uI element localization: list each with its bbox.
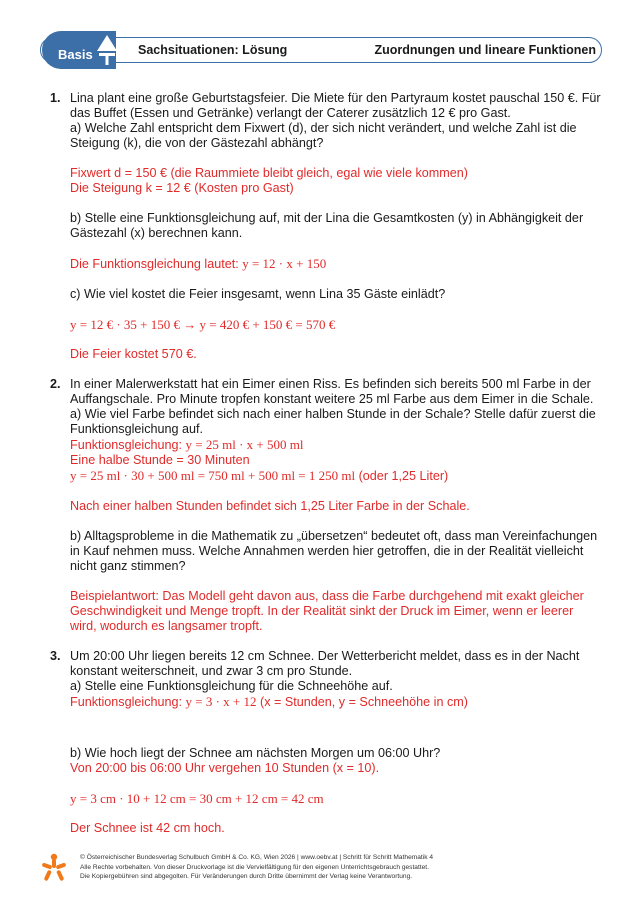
answer-fixed-value: Fixwert d = 150 € (die Raummiete bleibt gleich, egal wie viele kommen) [70, 166, 468, 180]
question-a: a) Welche Zahl entspricht dem Fixwert (d), der sich nicht verändert, und welche Zahl ist die Steigung (k), die von der Gästezahl abhängt? [70, 121, 577, 150]
question-c: c) Wie viel kostet die Feier insgesamt, wenn Lina 35 Gäste einlädt? [70, 287, 446, 301]
answer-equation: Funktionsgleichung: y = 3 · x + 12 (x = Stunden, y = Schneehöhe in cm) [70, 694, 468, 709]
task-number: 1. [50, 91, 61, 105]
answer-conversion: Eine halbe Stunde = 30 Minuten [70, 453, 250, 467]
task-number: 3. [50, 649, 61, 663]
publisher-star-icon [40, 853, 68, 883]
calculation-math: y = 3 cm · 10 + 12 cm = 30 cm + 12 cm = 42 cm [70, 791, 324, 806]
task-3 [46, 649, 602, 836]
question-b: b) Stelle eine Funktionsgleichung auf, mit der Lina die Gesamtkosten (y) in Abhängigkeit der Gästezahl (x) berechnen kann. [70, 211, 584, 240]
question-b: b) Wie hoch liegt der Schnee am nächsten Morgen um 06:00 Uhr? [70, 746, 441, 760]
question-a: a) Wie viel Farbe befindet sich nach einer halben Stunde in der Schale? Stelle dafür zuerst die Funktionsgleichung auf. [70, 407, 596, 436]
answer-result: Nach einer halben Stunden befindet sich 1,25 Liter Farbe in der Schale. [70, 499, 470, 513]
answer-slope: Die Steigung k = 12 € (Kosten pro Gast) [70, 181, 294, 195]
calculation-math: y = 12 € · 35 + 150 € → y = 420 € + 150 € = 570 € [70, 317, 336, 332]
answer-equation: Die Funktionsgleichung lautet: y = 12 · x + 150 [70, 256, 327, 271]
level-badge-label: Basis [58, 47, 93, 62]
topic-title: Zuordnungen und lineare Funktionen [374, 43, 596, 57]
task-1 [46, 91, 602, 362]
answer-result: Die Feier kostet 570 €. [70, 347, 197, 361]
task-intro: In einer Malerwerkstatt hat ein Eimer einen Riss. Es befinden sich bereits 500 ml Farbe in der Auffangschale. Pro Minute tropfen konstant weitere 25 ml Farbe aus dem Eimer in die Schale. [70, 377, 594, 406]
task-intro: Um 20:00 Uhr liegen bereits 12 cm Schnee. Der Wetterbericht meldet, dass es in der Nacht konstant weiterschneit, und zwar 3 cm pro Stunde. [70, 649, 580, 678]
triangle-logo-icon [96, 33, 118, 67]
answer-equation: Funktionsgleichung: y = 25 ml · x + 500 ml [70, 437, 304, 452]
question-a: a) Stelle eine Funktionsgleichung für die Schneehöhe auf. [70, 679, 393, 693]
footer-copyright: © Österreichischer Bundesverlag Schulbuch GmbH & Co. KG, Wien 2026 | www.oebv.at | Schritt für Schritt Mathematik 4 Alle Rechte vorbehalten. Von dieser Druckvorlage ist die Vervielfältigung für den eigenen Unterrichtsgebrauch gestattet. Die Kopiergebühren sind abgegolten. Für Veränderungen durch Dritte übernimmt der Verlag keine Verantwortung. [80, 854, 434, 880]
question-b: b) Alltagsprobleme in die Mathematik zu „übersetzen“ bedeutet oft, dass man Vereinfachungen in Kauf nehmen muss. Welche Annahmen werden hier getroffen, die in der Realität vielleicht nicht ganz stimmen? [70, 529, 598, 573]
answer-calculation: y = 25 ml · 30 + 500 ml = 750 ml + 500 ml = 1 250 ml (oder 1,25 Liter) [70, 468, 449, 483]
answer-hours: Von 20:00 bis 06:00 Uhr vergehen 10 Stunden (x = 10). [70, 761, 380, 775]
task-intro: Lina plant eine große Geburtstagsfeier. Die Miete für den Partyraum kostet pauschal 150 €. Für das Buffet (Essen und Getränke) verlangt der Caterer zusätzlich 12 € pro Gast. [70, 91, 601, 120]
task-number: 2. [50, 377, 61, 391]
task-2 [46, 377, 602, 634]
worksheet-content [46, 91, 602, 836]
equation-math: y = 3 · x + 12 [185, 694, 257, 709]
answer-result: Der Schnee ist 42 cm hoch. [70, 821, 225, 835]
equation-math: y = 12 · x + 150 [242, 256, 327, 271]
worksheet-title: Sachsituationen: Lösung [138, 43, 288, 57]
calculation-math: y = 25 ml · 30 + 500 ml = 750 ml + 500 ml = 1 250 ml [70, 468, 356, 483]
answer-example: Beispielantwort: Das Modell geht davon aus, dass die Farbe durchgehend mit exakt gleicher Geschwindigkeit und Menge tropft. In der Realität sinkt der Druck im Eimer, wenn er leerer wird, wodurch es langsamer tropft. [70, 589, 584, 633]
equation-math: y = 25 ml · x + 500 ml [185, 437, 304, 452]
